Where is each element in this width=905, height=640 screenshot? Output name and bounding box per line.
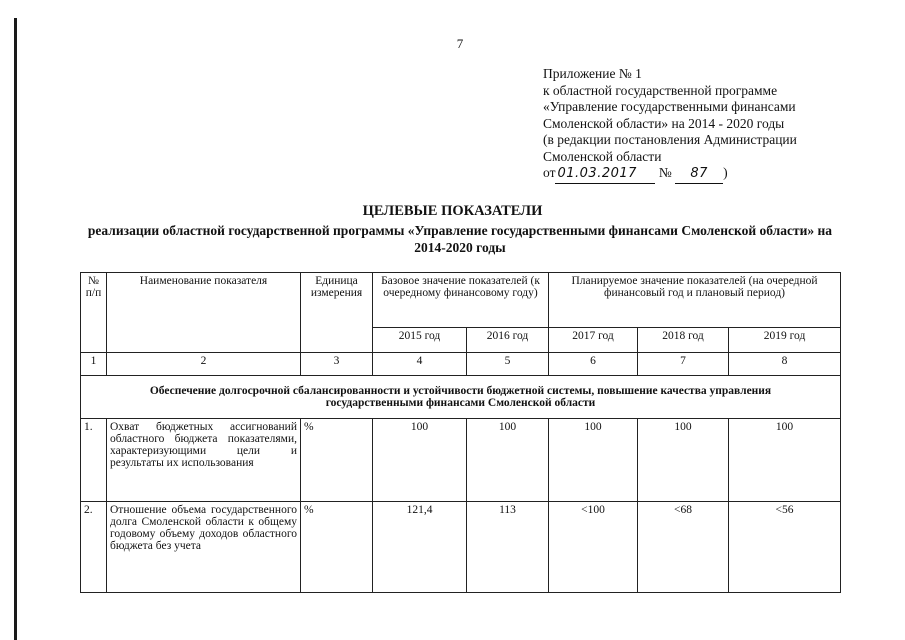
- appendix-line: Смоленской области» на 2014 - 2020 годы: [543, 115, 785, 131]
- header-unit: Единица измерения: [301, 273, 373, 353]
- year-cell: 2015 год: [373, 328, 467, 353]
- table-row: [81, 502, 841, 593]
- table-row: [81, 419, 841, 502]
- header-num: № п/п: [81, 273, 107, 353]
- row-value: 100: [549, 419, 638, 502]
- appendix-line: к областной государственной программе: [543, 82, 778, 98]
- handwritten-date: 01.03.2017: [555, 166, 655, 184]
- section-title: Обеспечение долгосрочной сбалансированности и устойчивости бюджетной системы, повышение качества управления государственными финансами Смоленской области: [81, 376, 841, 419]
- column-numbers-row: [81, 353, 841, 376]
- row-value: <100: [549, 502, 638, 593]
- column-number: 3: [301, 353, 373, 376]
- closing-paren: ): [723, 165, 728, 180]
- header-base: Базовое значение показателей (к очередному финансовому году): [373, 273, 549, 328]
- year-cell: 2017 год: [549, 328, 638, 353]
- page-number: 7: [456, 36, 464, 51]
- year-cell: 2016 год: [467, 328, 549, 353]
- header-planned: Планируемое значение показателей (на очередной финансовый год и плановый период): [549, 273, 841, 328]
- row-value: 100: [373, 419, 467, 502]
- document-title: ЦЕЛЕВЫЕ ПОКАЗАТЕЛИ: [362, 203, 543, 219]
- row-value: 100: [638, 419, 729, 502]
- indicators-table: [80, 272, 841, 593]
- row-value: 121,4: [373, 502, 467, 593]
- appendix-block: [543, 66, 873, 184]
- row-value: 100: [467, 419, 549, 502]
- row-value: 100: [729, 419, 841, 502]
- column-number: 6: [549, 353, 638, 376]
- column-number: 8: [729, 353, 841, 376]
- header-row: [81, 273, 841, 328]
- row-name: Отношение объема государственного долга Смоленской области к общему годовому объему доходов областного бюджета без учета: [107, 502, 301, 593]
- row-num: 1.: [81, 419, 107, 502]
- header-name: Наименование показателя: [107, 273, 301, 353]
- row-value: <68: [638, 502, 729, 593]
- appendix-line: Приложение № 1: [543, 66, 642, 81]
- document-subtitle: реализации областной государственной программы «Управление государственными финансами Смоленской области» на 2014-2020 годы: [87, 223, 833, 255]
- scan-edge-bar: [14, 18, 17, 640]
- column-number: 4: [373, 353, 467, 376]
- column-number: 5: [467, 353, 549, 376]
- row-unit: %: [301, 502, 373, 593]
- row-value: <56: [729, 502, 841, 593]
- column-number: 2: [107, 353, 301, 376]
- column-number: 7: [638, 353, 729, 376]
- from-prefix: от: [543, 165, 556, 180]
- handwritten-number: 87: [675, 166, 723, 184]
- resolution-reference: [543, 165, 873, 184]
- column-number: 1: [81, 353, 107, 376]
- year-cell: 2019 год: [729, 328, 841, 353]
- row-unit: %: [301, 419, 373, 502]
- appendix-line: Смоленской области: [543, 148, 662, 164]
- section-row: [81, 376, 841, 419]
- row-name: Охват бюджетных ассигнований областного бюджета показателями, характеризующими цели и результаты их использования: [107, 419, 301, 502]
- year-cell: 2018 год: [638, 328, 729, 353]
- appendix-line: (в редакции постановления Администрации: [543, 132, 797, 147]
- row-value: 113: [467, 502, 549, 593]
- appendix-line: «Управление государственными финансами: [543, 99, 796, 114]
- number-label: №: [658, 165, 672, 180]
- row-num: 2.: [81, 502, 107, 593]
